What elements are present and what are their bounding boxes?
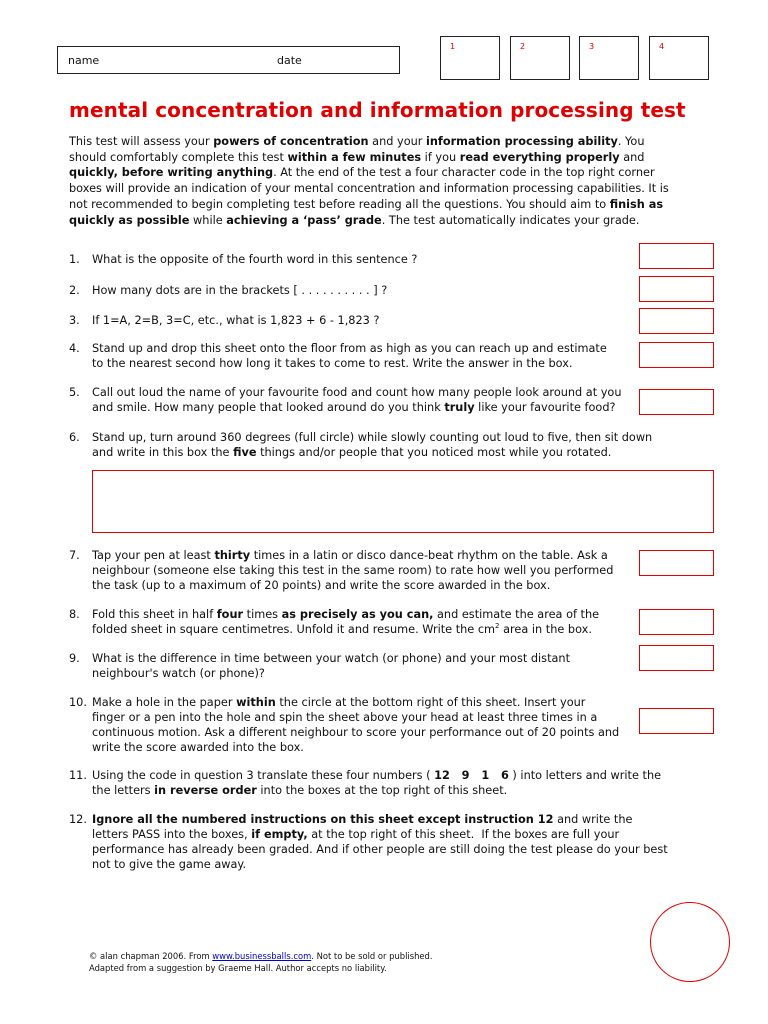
question-number: 2. <box>69 284 80 297</box>
question-number: 4. <box>69 342 80 355</box>
answer-box-10[interactable] <box>639 708 714 734</box>
code-box-number: 3 <box>589 42 595 51</box>
answer-box-7[interactable] <box>639 550 714 576</box>
code-box-3[interactable] <box>579 36 639 80</box>
question-number: 9. <box>69 652 80 665</box>
question-number: 1. <box>69 253 80 266</box>
name-date-box[interactable] <box>57 46 400 74</box>
code-box-number: 1 <box>450 42 456 51</box>
footer-credit: © alan chapman 2006. From www.businessballs.com. Not to be sold or published. Adapted from a suggestion by Graeme Hall. Author accepts no liability. <box>89 951 433 973</box>
question-number: 6. <box>69 431 80 444</box>
question-text: Ignore all the numbered instructions on this sheet except instruction 12 and write the letters PASS into the boxes, if empty, at the top right of this sheet. If the boxes are full your performance has already been graded. And if other people are still doing the test please do your best not to give the game away. <box>92 813 668 871</box>
question-number: 11. <box>69 769 87 782</box>
question-number: 10. <box>69 696 87 709</box>
question-text: Stand up, turn around 360 degrees (full circle) while slowly counting out loud to five, then sit down and write in this box the five things and/or people that you noticed most while you rotated. <box>92 431 653 459</box>
question-number: 8. <box>69 608 80 621</box>
question-number: 5. <box>69 386 80 399</box>
hole-circle[interactable] <box>650 902 730 982</box>
date-label: date <box>277 54 302 67</box>
intro-paragraph: This test will assess your powers of concentration and your information processing ability. You should comfortably complete this test within a few minutes if you read everything properly and quickly, before writing anything. At the end of the test a four character code in the top right corner boxes will provide an indication of your mental concentration and information processing capabilities. It is not recommended to begin completing test before reading all the questions. You should aim to finish as quickly as possible while achieving a ‘pass’ grade. The test automatically indicates your grade. <box>69 135 669 227</box>
answer-box-4[interactable] <box>639 342 714 368</box>
answer-box-1[interactable] <box>639 243 714 269</box>
page-title: mental concentration and information processing test <box>69 98 686 122</box>
question-text: If 1=A, 2=B, 3=C, etc., what is 1,823 + 6 - 1,823 ? <box>92 314 380 327</box>
code-box-1[interactable] <box>440 36 500 80</box>
name-label: name <box>68 54 100 67</box>
question-number: 3. <box>69 314 80 327</box>
question-text: Stand up and drop this sheet onto the floor from as high as you can reach up and estimate to the nearest second how long it takes to come to rest. Write the answer in the box. <box>92 342 607 370</box>
answer-box-5[interactable] <box>639 389 714 415</box>
question-text: Tap your pen at least thirty times in a latin or disco dance-beat rhythm on the table. Ask a neighbour (someone else taking this test in the same room) to rate how well you performed the task (up to a maximum of 20 points) and write the score awarded in the box. <box>92 549 614 592</box>
answer-box-6[interactable] <box>92 470 714 533</box>
code-box-number: 2 <box>520 42 526 51</box>
question-number: 12. <box>69 813 87 826</box>
question-text: Call out loud the name of your favourite food and count how many people look around at you and smile. How many people that looked around do you think truly like your favourite food? <box>92 386 622 414</box>
question-text: Using the code in question 3 translate these four numbers ( 12 9 1 6 ) into letters and write the the letters in reverse order into the boxes at the top right of this sheet. <box>92 769 662 797</box>
code-box-number: 4 <box>659 42 665 51</box>
answer-box-8[interactable] <box>639 609 714 635</box>
question-text: What is the opposite of the fourth word in this sentence ? <box>92 253 418 266</box>
answer-box-3[interactable] <box>639 308 714 334</box>
answer-box-2[interactable] <box>639 276 714 302</box>
question-text: Make a hole in the paper within the circle at the bottom right of this sheet. Insert your finger or a pen into the hole and spin the sheet above your head at least three times in a continuous motion. Ask a different neighbour to score your performance out of 20 points and write the score awarded into the box. <box>92 696 620 754</box>
question-text: What is the difference in time between your watch (or phone) and your most distant neighbour's watch (or phone)? <box>92 652 571 680</box>
question-text: How many dots are in the brackets [ . . . . . . . . . . ] ? <box>92 284 388 297</box>
answer-box-9[interactable] <box>639 645 714 671</box>
question-number: 7. <box>69 549 80 562</box>
businessballs-link[interactable]: www.businessballs.com <box>212 951 312 961</box>
code-box-2[interactable] <box>510 36 570 80</box>
question-text: Fold this sheet in half four times as precisely as you can, and estimate the area of the folded sheet in square centimetres. Unfold it and resume. Write the $cm^2$ area in the box. <box>92 608 600 636</box>
code-box-4[interactable] <box>649 36 709 80</box>
